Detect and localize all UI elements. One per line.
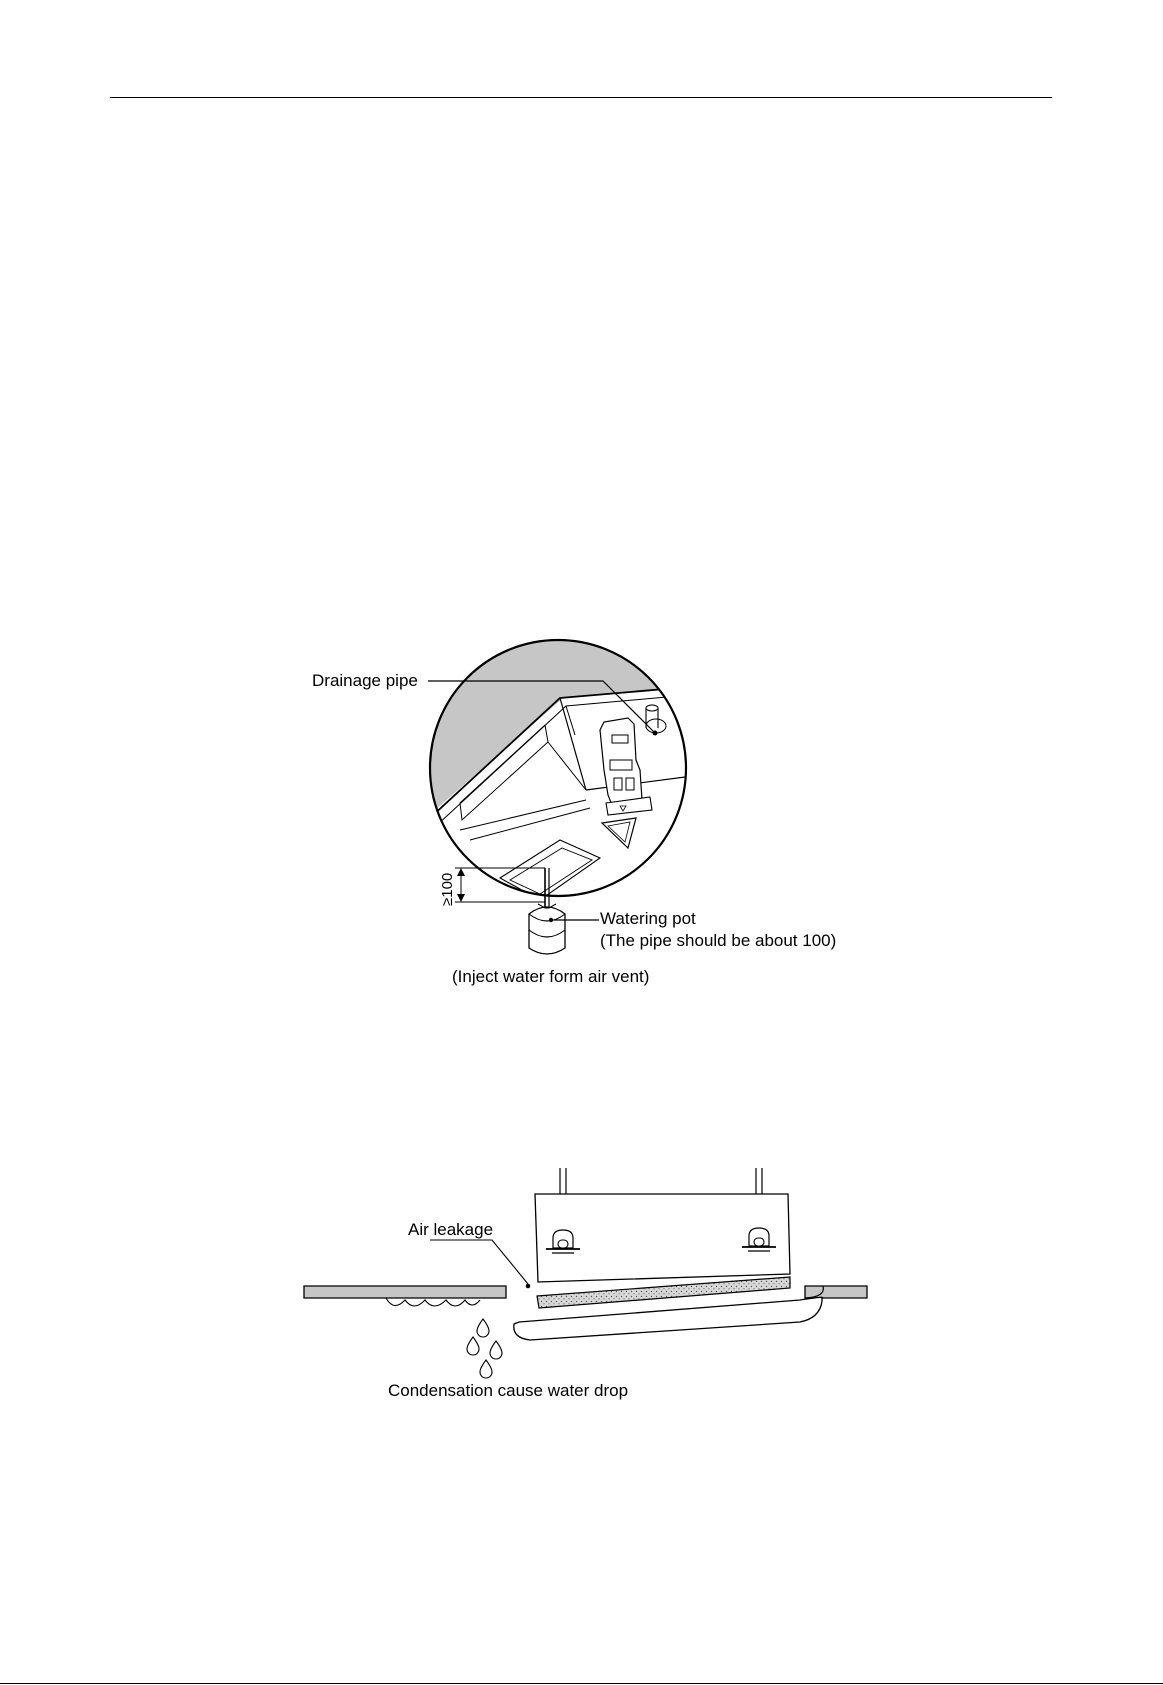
dimension-label: ≥100 xyxy=(439,872,456,906)
drainage-pipe-label: Drainage pipe xyxy=(312,671,418,690)
condensation-bumps xyxy=(386,1298,480,1306)
watering-pot-label: Watering pot xyxy=(600,909,696,928)
air-leakage-label: Air leakage xyxy=(408,1220,494,1239)
air-leakage-leader xyxy=(430,1240,528,1284)
pipe-note-label: (The pipe should be about 100) xyxy=(600,931,837,950)
ceiling-board-left xyxy=(304,1286,506,1298)
drain-test-caption: (Inject water form air vent) xyxy=(452,967,650,986)
footer-rule xyxy=(0,1683,1163,1684)
water-drops xyxy=(467,1319,502,1378)
condensation-label: Condensation cause water drop xyxy=(388,1381,629,1400)
